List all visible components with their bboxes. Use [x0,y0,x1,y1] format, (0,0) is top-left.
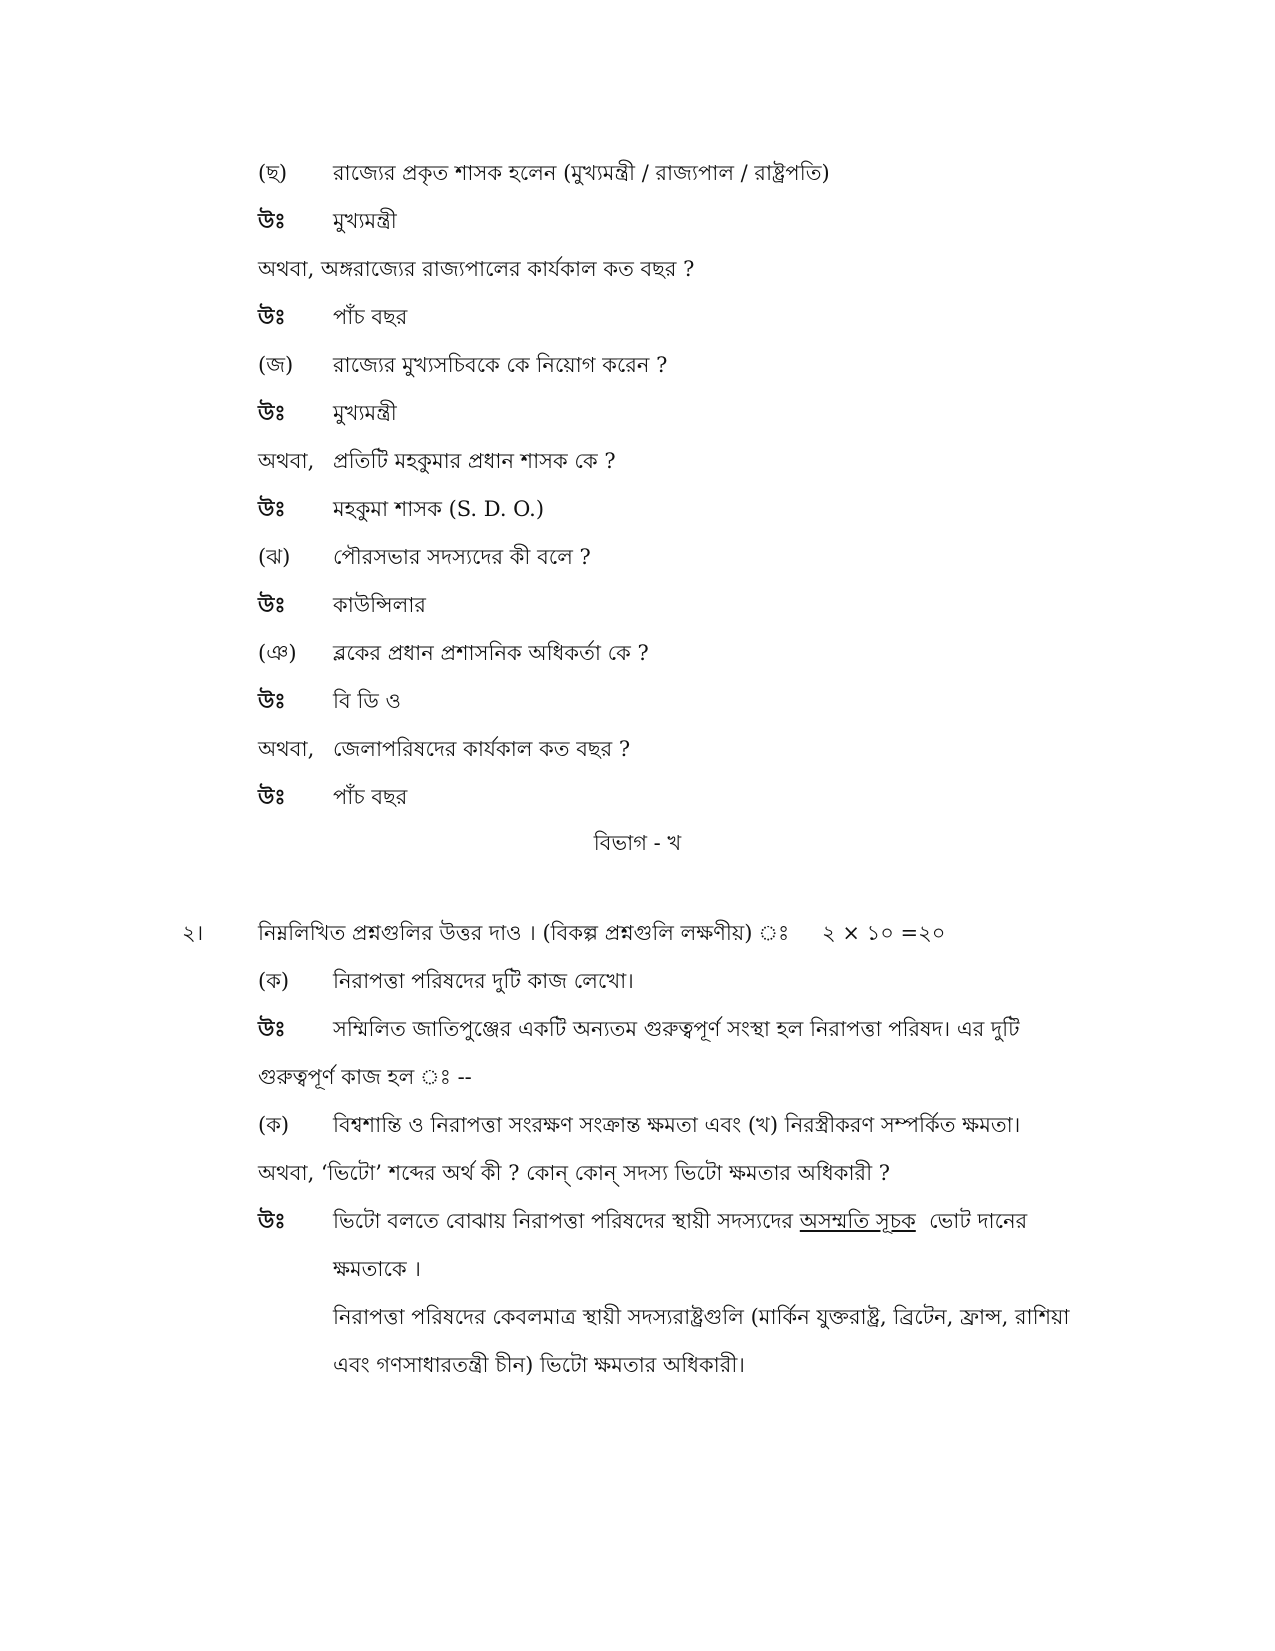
answer-label: উঃ [258,1208,286,1233]
answer-2-alt-line2: ক্ষমতাকে । [333,1257,421,1281]
answer-text: পাঁচ বছর [333,305,408,329]
answer-text-post: ভোট দানের [929,1209,1028,1233]
answer-text: বি ডি ও [333,689,401,713]
answer-text-pre: ভিটো বলতে বোঝায় নিরাপত্তা পরিষদের স্থায়ী সদস্যদের [333,1209,794,1233]
answer-label: উঃ [258,400,286,425]
answer-2-alt-line4: এবং গণসাধারতন্ত্রী চীন) ভিটো ক্ষমতার অধিকারী। [333,1353,745,1377]
question-text: নিরাপত্তা পরিষদের দুটি কাজ লেখো। [333,969,634,993]
answer-2-alt-line3: নিরাপত্তা পরিষদের কেবলমাত্র স্থায়ী সদস্যরাষ্ট্রগুলি (মার্কিন যুক্তরাষ্ট্র, ব্রিটেন, ফ্রান্স, রাশিয়া [333,1305,1070,1329]
answer-text: মুখ্যমন্ত্রী [333,401,397,425]
section-title: বিভাগ - খ [593,831,682,855]
question-instruction: নিম্নলিখিত প্রশ্নগুলির উত্তর দাও । (বিকল্প প্রশ্নগুলি লক্ষণীয়) ঃ [258,921,790,945]
answer-label: উঃ [258,784,286,809]
question-text: জেলাপরিষদের কার্যকাল কত বছর ? [333,737,631,761]
question-label: (ঞ) [258,641,297,665]
answer-text: কাউন্সিলার [333,593,426,617]
question-label: (ছ) [258,161,288,185]
question-label: (ক) [258,969,290,993]
question-number: ২। [182,921,204,945]
point-text: বিশ্বশান্তি ও নিরাপত্তা সংরক্ষণ সংক্রান্ত ক্ষমতা এবং (খ) নিরস্ত্রীকরণ সম্পর্কিত ক্ষমতা। [333,1113,1021,1137]
question-text: প্রতিটি মহকুমার প্রধান শাসক কে ? [333,449,616,473]
alternative-question-2-ka: অথবা, ‘ভিটো’ শব্দের অর্থ কী ? কোন্ কোন্ সদস্য ভিটো ক্ষমতার অধিকারী ? [258,1161,891,1185]
answer-text: পাঁচ বছর [333,785,408,809]
question-label: (ঝ) [258,545,291,569]
question-text: রাজ্যের মুখ্যসচিবকে কে নিয়োগ করেন ? [333,353,668,377]
answer-label: উঃ [258,688,286,713]
answer-text [333,1206,1027,1236]
underlined-phrase: অসম্মতি সূচক [799,1209,916,1233]
marks-distribution: ২ × ১০ =২০ [822,921,946,945]
answer-label: উঃ [258,592,286,617]
answer-label: উঃ [258,304,286,329]
answer-text: মুখ্যমন্ত্রী [333,209,397,233]
question-text: রাজ্যের প্রকৃত শাসক হলেন (মুখ্যমন্ত্রী / রাজ্যপাল / রাষ্ট্রপতি) [333,161,830,185]
answer-text: সম্মিলিত জাতিপুঞ্জের একটি অন্যতম গুরুত্বপূর্ণ সংস্থা হল নিরাপত্তা পরিষদ। এর দুটি [333,1017,1020,1041]
question-label: (জ) [258,353,294,377]
alternative-label: অথবা, [258,449,315,473]
answer-text: মহকুমা শাসক (S. D. O.) [333,497,545,521]
question-text: ব্লকের প্রধান প্রশাসনিক অধিকর্তা কে ? [333,641,649,665]
answer-label: উঃ [258,1016,286,1041]
answer-label: উঃ [258,208,286,233]
answer-2-ka-line2: গুরুত্বপূর্ণ কাজ হল ঃ -- [258,1065,472,1089]
question-text: পৌরসভার সদস্যদের কী বলে ? [333,545,591,569]
answer-label: উঃ [258,496,286,521]
alternative-question-chha: অথবা, অঙ্গরাজ্যের রাজ্যপালের কার্যকাল কত বছর ? [258,257,695,281]
point-label: (ক) [258,1113,290,1137]
alternative-label: অথবা, [258,737,315,761]
